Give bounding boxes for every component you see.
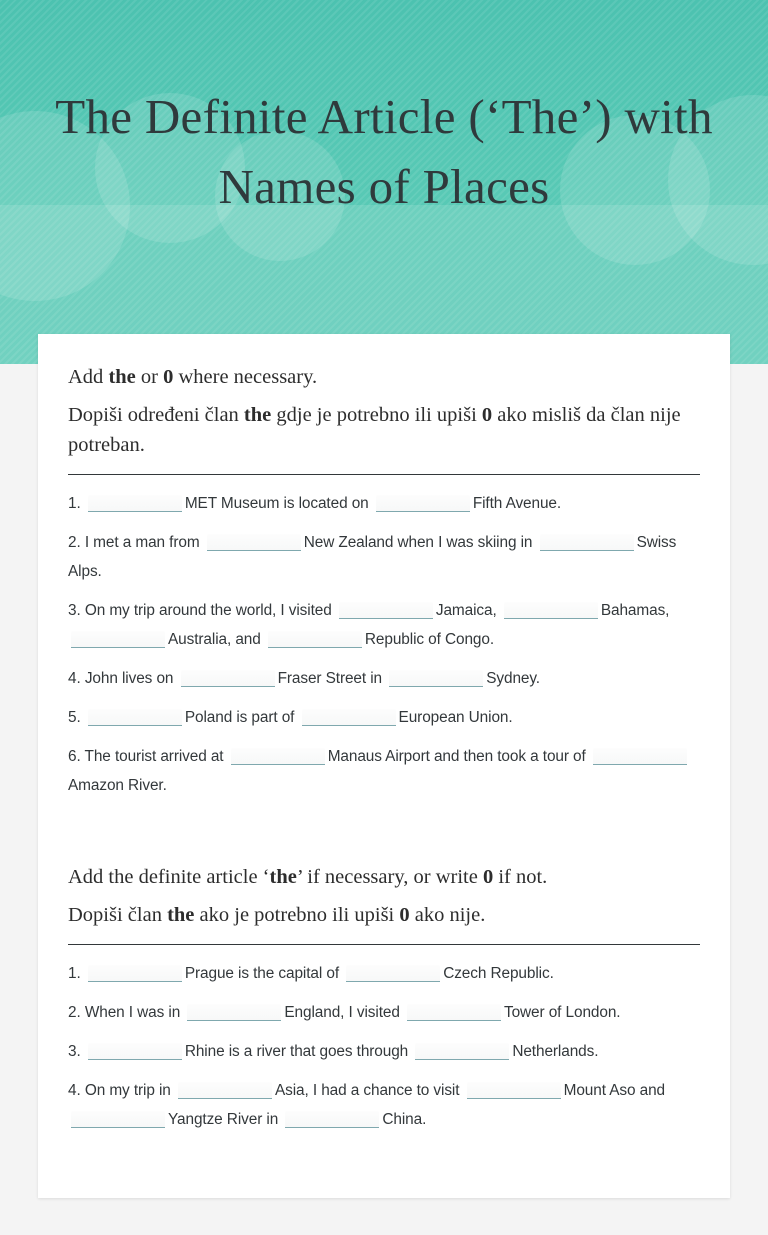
instruction-line [68,862,700,892]
instruction-text: Add [68,366,109,388]
question-text: When I was in [84,1004,181,1021]
page-title-line: The Definite Article [55,89,456,144]
question-text: Amazon River. [68,777,167,794]
answer-blank[interactable] [346,965,440,982]
instruction-line [68,900,700,930]
answer-blank[interactable] [71,1111,165,1128]
instruction-emphasis: the [167,904,195,926]
instruction-line [68,400,700,460]
answer-blank[interactable] [88,709,182,726]
question-item [68,1037,700,1066]
instruction-text: Dopiši određeni član [68,404,244,426]
question-text: Bahamas, [600,602,670,619]
question-text: Prague is the capital of [184,965,339,982]
page-title-line: Places [422,159,550,214]
question-text: Mount Aso and [563,1082,665,1099]
instruction-text: ako je potrebno ili upiši [194,904,400,926]
question-text: Swiss Alps. [68,534,677,580]
question-item [68,742,700,800]
instruction-emphasis: 0 [399,904,410,926]
answer-blank[interactable] [285,1111,379,1128]
question-item [68,489,700,518]
instruction-emphasis: the [243,404,272,426]
question-number: 3. [68,1043,81,1060]
instruction-text: ako nije. [409,904,486,926]
question-text: Republic of Congo. [364,631,495,648]
worksheet-section [68,862,700,1134]
answer-blank[interactable] [268,631,362,648]
answer-blank[interactable] [88,965,182,982]
question-item [68,998,700,1027]
question-text: Fifth Avenue. [472,495,562,512]
answer-blank[interactable] [407,1004,501,1021]
question-number: 4. [68,1082,81,1099]
question-text: On my trip in [84,1082,171,1099]
answer-blank[interactable] [504,602,598,619]
question-text: China. [382,1111,427,1128]
answer-blank[interactable] [302,709,396,726]
question-text: Tower of London. [503,1004,621,1021]
answer-blank[interactable] [540,534,634,551]
question-item [68,959,700,988]
question-text: Czech Republic. [443,965,554,982]
instruction-emphasis: the [108,366,136,388]
question-text: Jamaica, [435,602,497,619]
instruction-text: ’ if necessary, or write [296,866,483,888]
answer-blank[interactable] [187,1004,281,1021]
question-text: Rhine is a river that goes through [184,1043,409,1060]
section-divider [68,944,700,945]
worksheet-sections [68,362,700,1134]
question-text: Sydney. [486,670,540,687]
question-text: England, I visited [284,1004,400,1021]
question-list [68,959,700,1134]
question-text: New Zealand when I was skiing in [303,534,533,551]
answer-blank[interactable] [339,602,433,619]
section-instructions [68,862,700,930]
question-number: 5. [68,709,81,726]
section-instructions [68,362,700,460]
answer-blank[interactable] [71,631,165,648]
instruction-emphasis: 0 [481,404,493,426]
answer-blank[interactable] [376,495,470,512]
instruction-emphasis: 0 [482,866,494,888]
instruction-line [68,362,700,392]
question-number: 4. [68,670,81,687]
question-text: Asia, I had a chance to visit [274,1082,460,1099]
instruction-text: ako misliš da član nije potreban. [68,404,681,456]
answer-blank[interactable] [389,670,483,687]
worksheet-header [0,0,768,364]
question-text: Fraser Street in [277,670,383,687]
question-item [68,528,700,586]
question-number: 1. [68,495,81,512]
answer-blank[interactable] [178,1082,272,1099]
question-text: The tourist arrived at [84,748,224,765]
instruction-text: or [135,366,164,388]
instruction-text: Add the definite article ‘ [68,866,270,888]
answer-blank[interactable] [593,748,687,765]
question-number: 1. [68,965,81,982]
question-text: MET Museum is located on [184,495,369,512]
page-title-line: (‘The’) with Names of [218,89,713,214]
question-text: Poland is part of [184,709,295,726]
page-title [0,82,768,222]
question-text: I met a man from [84,534,200,551]
answer-blank[interactable] [88,1043,182,1060]
question-text: European Union. [398,709,513,726]
instruction-text: if not. [493,866,548,888]
worksheet-section [68,362,700,800]
question-text: John lives on [84,670,174,687]
question-number: 2. [68,1004,81,1021]
question-number: 6. [68,748,81,765]
question-item [68,596,700,654]
answer-blank[interactable] [231,748,325,765]
instruction-text: gdje je potrebno ili upiši [271,404,482,426]
section-divider [68,474,700,475]
answer-blank[interactable] [181,670,275,687]
answer-blank[interactable] [207,534,301,551]
question-item [68,664,700,693]
instruction-emphasis: 0 [163,366,174,388]
question-text: On my trip around the world, I visited [84,602,332,619]
answer-blank[interactable] [88,495,182,512]
question-number: 3. [68,602,81,619]
question-item [68,1076,700,1134]
instruction-text: Dopiši član [68,904,168,926]
answer-blank[interactable] [467,1082,561,1099]
worksheet-card [38,334,730,1198]
question-text: Yangtze River in [168,1111,279,1128]
instruction-text: where necessary. [173,366,318,388]
question-text: Manaus Airport and then took a tour of [327,748,586,765]
instruction-emphasis: the [269,866,297,888]
question-list [68,489,700,800]
answer-blank[interactable] [415,1043,509,1060]
question-text: Australia, and [168,631,261,648]
question-item [68,703,700,732]
question-number: 2. [68,534,81,551]
question-text: Netherlands. [512,1043,599,1060]
